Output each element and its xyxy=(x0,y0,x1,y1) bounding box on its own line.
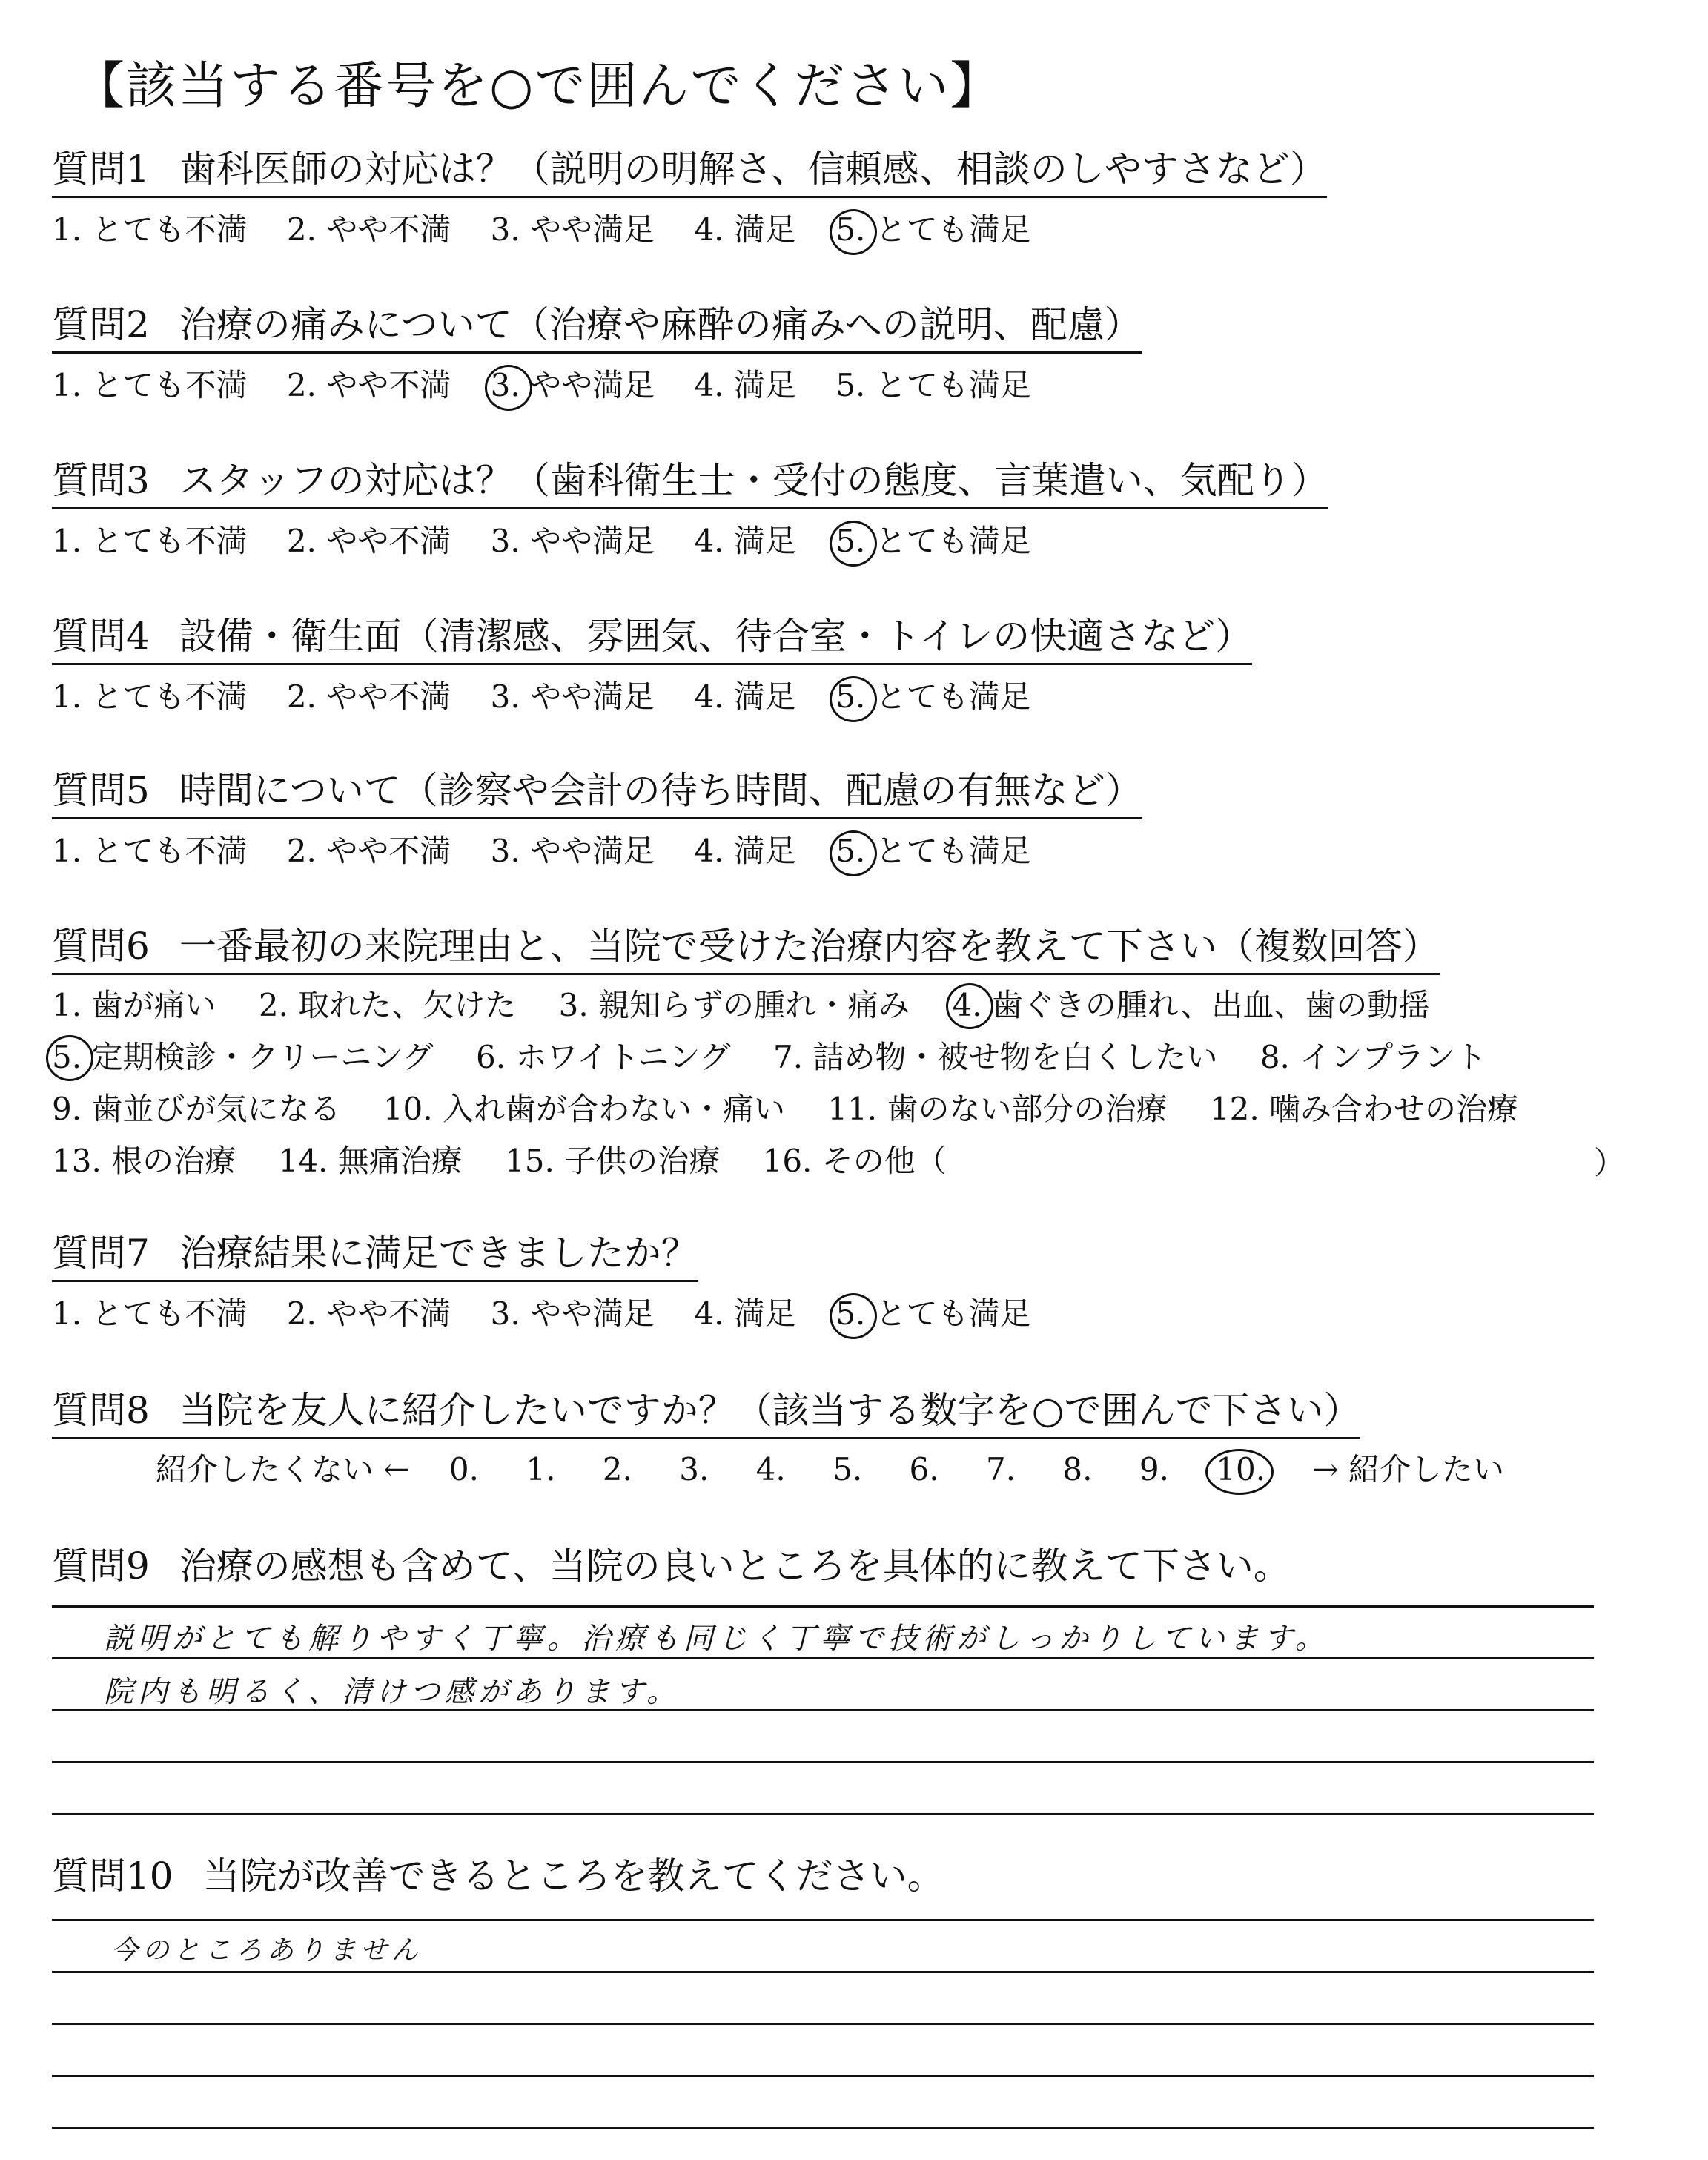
option-16[interactable]: 16. その他（ xyxy=(762,1143,947,1179)
option-2[interactable]: 2. やや不満 xyxy=(286,678,451,715)
option-4[interactable]: 4. 満足 xyxy=(694,211,796,248)
answer-line xyxy=(52,1761,1594,1763)
scale-0[interactable]: 0. xyxy=(448,1451,479,1487)
scale-2[interactable]: 2. xyxy=(602,1451,632,1487)
option-8[interactable]: 8. インプラント xyxy=(1260,1039,1487,1075)
page-title: 【該当する番号を○で囲んでください】 xyxy=(74,57,1002,116)
question-number: 質問2 xyxy=(52,303,150,346)
question-number: 質問10 xyxy=(52,1855,173,1898)
option-4[interactable]: 4. 満足 xyxy=(694,833,796,869)
question-5-options xyxy=(52,830,1061,872)
option-6[interactable]: 6. ホワイトニング xyxy=(475,1039,731,1075)
scale-9[interactable]: 9. xyxy=(1139,1451,1169,1487)
recommend-scale xyxy=(156,1449,1504,1490)
option-1[interactable]: 1. とても不満 xyxy=(52,367,248,403)
question-2-options xyxy=(52,365,1061,406)
option-2[interactable]: 2. やや不満 xyxy=(286,1295,451,1332)
scale-left-label: 紹介したくない ← xyxy=(156,1451,410,1487)
option-1[interactable]: 1. とても不満 xyxy=(52,523,248,559)
question-text: 治療の感想も含めて、当院の良いところを具体的に教えて下さい。 xyxy=(179,1545,1291,1588)
option-3[interactable]: 3. やや満足 xyxy=(490,211,655,248)
answer-line xyxy=(52,2023,1594,2025)
option-4[interactable]: 4. 満足 xyxy=(694,1295,796,1332)
option-4[interactable]: 4. 満足 xyxy=(694,678,796,715)
question-number: 質問3 xyxy=(52,459,150,502)
question-text: 設備・衛生面（清潔感、雰囲気、待合室・トイレの快適さなど） xyxy=(179,615,1253,658)
scale-8[interactable]: 8. xyxy=(1062,1451,1093,1487)
scale-1[interactable]: 1. xyxy=(526,1451,556,1487)
option-5-circled[interactable]: 5. 定期検診・クリーニング xyxy=(52,1035,434,1080)
option-13[interactable]: 13. 根の治療 xyxy=(52,1143,236,1179)
option-5[interactable]: 5. とても満足 xyxy=(835,367,1031,403)
option-1[interactable]: 1. 歯が痛い xyxy=(52,987,216,1023)
option-11[interactable]: 11. 歯のない部分の治療 xyxy=(827,1091,1168,1127)
option-14[interactable]: 14. 無痛治療 xyxy=(278,1143,463,1179)
option-2[interactable]: 2. やや不満 xyxy=(286,211,451,248)
scale-3[interactable]: 3. xyxy=(679,1451,709,1487)
answer-line xyxy=(52,1813,1594,1815)
answer-line xyxy=(52,1919,1594,1921)
answer-line xyxy=(52,1657,1594,1659)
option-12[interactable]: 12. 噛み合わせの治療 xyxy=(1209,1091,1519,1127)
option-5-circled[interactable]: 5. とても満足 xyxy=(835,830,1030,872)
handwritten-answer-line-2[interactable]: 院内も明るく、清けつ感があります。 xyxy=(104,1675,681,1709)
answer-line xyxy=(52,1605,1594,1608)
question-5-heading xyxy=(52,768,1142,819)
question-10-heading xyxy=(52,1854,944,1903)
question-4-options xyxy=(52,676,1061,718)
question-number: 質問7 xyxy=(52,1232,150,1275)
scale-right-label: → 紹介したい xyxy=(1312,1451,1504,1487)
scale-6[interactable]: 6. xyxy=(909,1451,939,1487)
question-text: 時間について（診察や会計の待ち時間、配慮の有無など） xyxy=(179,769,1142,812)
option-3[interactable]: 3. やや満足 xyxy=(490,833,655,869)
option-1[interactable]: 1. とても不満 xyxy=(52,1295,248,1332)
question-number: 質問6 xyxy=(52,925,150,968)
option-5-circled[interactable]: 5. とても満足 xyxy=(835,209,1030,251)
answer-line xyxy=(52,1971,1594,1973)
question-6-row-4 xyxy=(52,1139,979,1183)
option-4[interactable]: 4. 満足 xyxy=(694,523,796,559)
question-4-heading xyxy=(52,614,1252,665)
question-6-row-1 xyxy=(52,983,1462,1028)
option-2[interactable]: 2. やや不満 xyxy=(286,833,451,869)
option-2[interactable]: 2. やや不満 xyxy=(286,523,451,559)
question-text: 治療の痛みについて（治療や麻酔の痛みへの説明、配慮） xyxy=(179,303,1142,346)
option-1[interactable]: 1. とても不満 xyxy=(52,211,248,248)
question-1-options xyxy=(52,209,1061,251)
question-number: 質問4 xyxy=(52,615,150,658)
answer-line xyxy=(52,2075,1594,2077)
question-text: 当院を友人に紹介したいですか？（該当する数字を○で囲んで下さい） xyxy=(179,1389,1361,1432)
question-text: 当院が改善できるところを教えてください。 xyxy=(202,1855,944,1898)
question-3-options xyxy=(52,521,1061,562)
scale-4[interactable]: 4. xyxy=(755,1451,786,1487)
question-number: 質問1 xyxy=(52,148,150,191)
option-1[interactable]: 1. とても不満 xyxy=(52,833,248,869)
question-6-row-2 xyxy=(52,1035,1519,1080)
option-7[interactable]: 7. 詰め物・被せ物を白くしたい xyxy=(773,1039,1218,1075)
question-text: 治療結果に満足できましたか？ xyxy=(179,1232,698,1275)
option-9[interactable]: 9. 歯並びが気になる xyxy=(52,1091,341,1127)
answer-line xyxy=(52,2127,1594,2129)
option-4[interactable]: 4. 満足 xyxy=(694,367,796,403)
option-3[interactable]: 3. やや満足 xyxy=(490,523,655,559)
question-text: 一番最初の来院理由と、当院で受けた治療内容を教えて下さい（複数回答） xyxy=(179,925,1440,968)
question-8-heading xyxy=(52,1388,1360,1439)
option-1[interactable]: 1. とても不満 xyxy=(52,678,248,715)
question-number: 質問5 xyxy=(52,769,150,812)
question-7-options xyxy=(52,1293,1061,1335)
option-2[interactable]: 2. 取れた、欠けた xyxy=(258,987,517,1023)
question-3-heading xyxy=(52,458,1328,509)
option-3-circled[interactable]: 3. やや満足 xyxy=(491,365,655,406)
option-3[interactable]: 3. 親知らずの腫れ・痛み xyxy=(558,987,910,1023)
option-5-circled[interactable]: 5. とても満足 xyxy=(835,1293,1030,1335)
question-6-row-3 xyxy=(52,1087,1551,1132)
question-2-heading xyxy=(52,303,1142,354)
option-5-circled[interactable]: 5. とても満足 xyxy=(835,676,1030,718)
option-3[interactable]: 3. やや満足 xyxy=(490,678,655,715)
option-5-circled[interactable]: 5. とても満足 xyxy=(835,521,1030,562)
question-number: 質問9 xyxy=(52,1545,150,1588)
scale-10-circled[interactable]: 10. xyxy=(1216,1449,1265,1490)
question-7-heading xyxy=(52,1231,698,1282)
question-number: 質問8 xyxy=(52,1389,150,1432)
question-6-heading xyxy=(52,924,1440,975)
question-1-heading xyxy=(52,147,1327,198)
other-close-paren: ） xyxy=(1594,1145,1626,1181)
handwritten-answer-line-1[interactable]: 今のところありません xyxy=(111,1935,423,1966)
question-text: 歯科医師の対応は？（説明の明解さ、信頼感、相談のしやすさなど） xyxy=(179,148,1327,191)
answer-line xyxy=(52,1709,1594,1711)
option-4-circled[interactable]: 4. 歯ぐきの腫れ、出血、歯の動揺 xyxy=(952,983,1429,1028)
option-2[interactable]: 2. やや不満 xyxy=(286,367,451,403)
question-text: スタッフの対応は？（歯科衛生士・受付の態度、言葉遣い、気配り） xyxy=(179,459,1328,502)
scale-7[interactable]: 7. xyxy=(985,1451,1016,1487)
scale-5[interactable]: 5. xyxy=(833,1451,863,1487)
option-10[interactable]: 10. 入れ歯が合わない・痛い xyxy=(383,1091,785,1127)
option-15[interactable]: 15. 子供の治療 xyxy=(505,1143,721,1179)
question-9-heading xyxy=(52,1544,1291,1593)
option-3[interactable]: 3. やや満足 xyxy=(490,1295,655,1332)
handwritten-answer-line-1[interactable]: 説明がとても解りやすく丁寧。治療も同じく丁寧で技術がしっかりしています。 xyxy=(104,1622,1329,1656)
